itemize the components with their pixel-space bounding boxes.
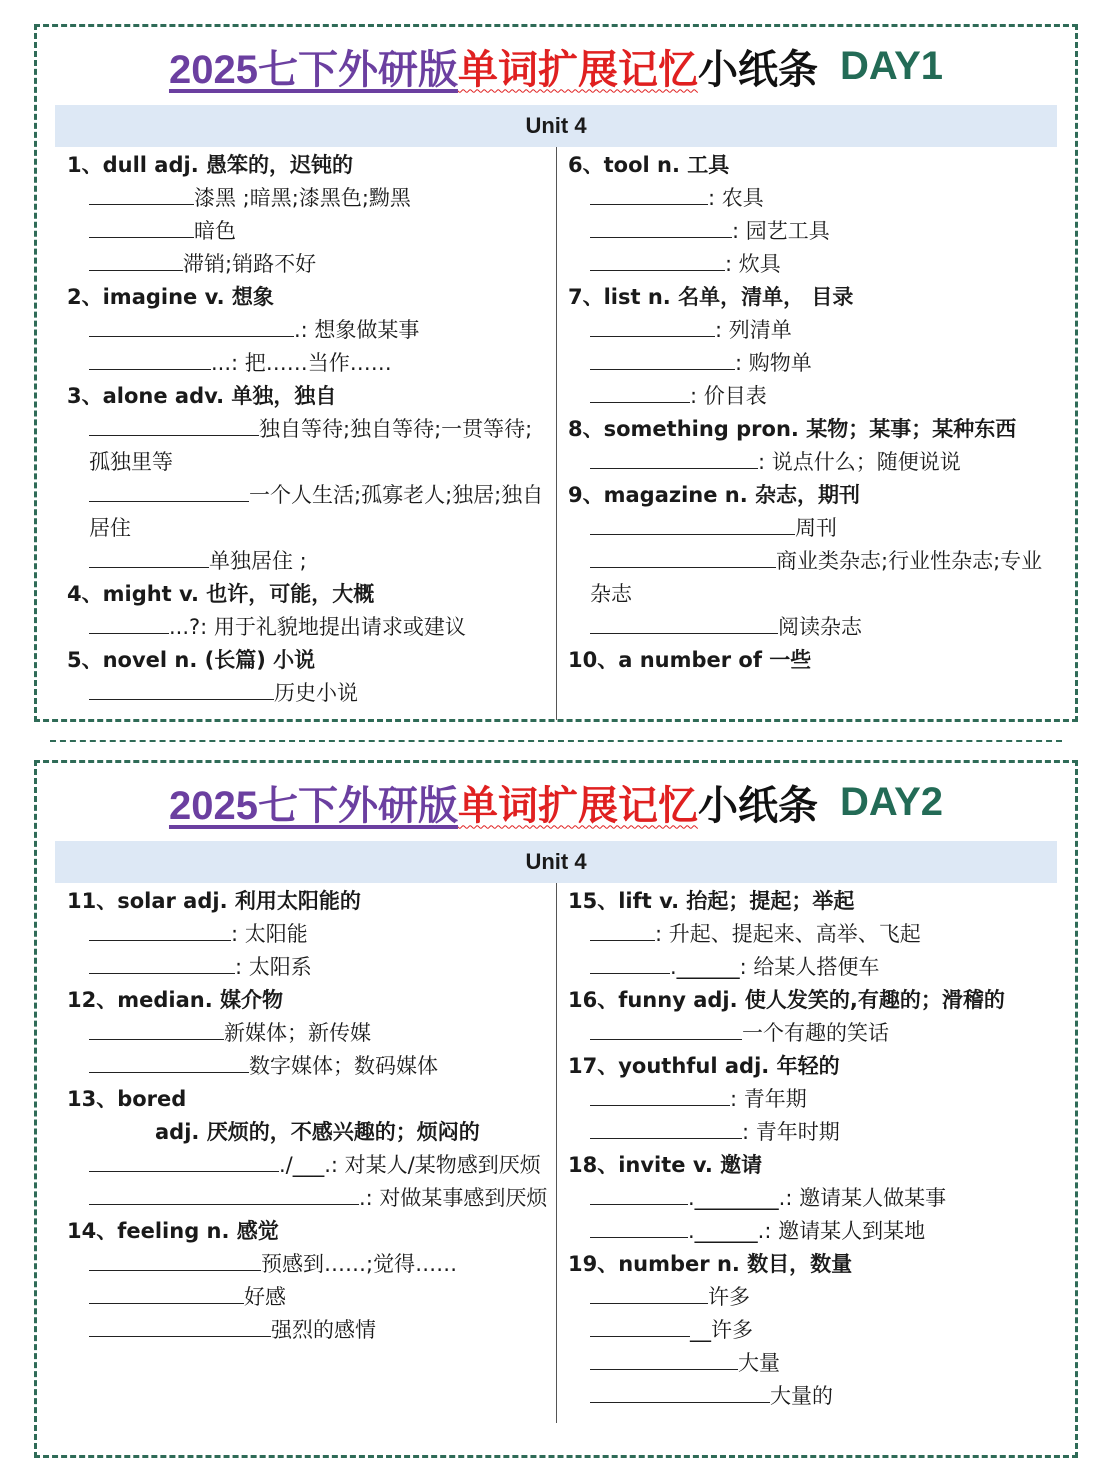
vocab-entry-head: 12、median. 媒介物 <box>67 988 283 1012</box>
vocab-fill-text: 历史小说 <box>274 681 358 705</box>
vocab-entry-head: 4、might v. 也许，可能，大概 <box>67 582 375 606</box>
vocab-fill-text: : 列清单 <box>715 318 792 342</box>
vocab-fill-line <box>568 1215 1049 1248</box>
vocab-fill-text: .________.: 邀请某人做某事 <box>688 1186 947 1210</box>
day2-left-column <box>55 883 556 1413</box>
vocab-fill-text: 数字媒体；数码媒体 <box>249 1054 438 1078</box>
vocab-fill-line <box>67 1050 548 1083</box>
day1-title-part1: 2025七下外研版 <box>168 47 458 92</box>
vocab-fill-text: 预感到……;觉得…… <box>261 1252 458 1276</box>
vocab-fill-text: : 园艺工具 <box>732 219 830 243</box>
vocab-fill-line <box>67 182 548 215</box>
day1-column-divider <box>556 147 557 720</box>
vocab-entry-head: 2、imagine v. 想象 <box>67 285 274 309</box>
vocab-fill-text: : 青年期 <box>730 1087 807 1111</box>
fill-in-blank <box>89 920 231 941</box>
vocab-fill-text: : 农具 <box>708 186 764 210</box>
card-separator <box>50 740 1062 742</box>
day1-columns <box>55 147 1057 710</box>
fill-in-blank <box>590 1217 688 1238</box>
vocab-entry-head: 13、bored <box>67 1087 187 1111</box>
vocab-entry-head: 3、alone adv. 单独，独自 <box>67 384 337 408</box>
vocab-entry-head: 18、invite v. 邀请 <box>568 1153 763 1177</box>
vocab-fill-line <box>568 1281 1049 1314</box>
vocab-fill-line <box>568 1347 1049 1380</box>
vocab-fill-line <box>568 1380 1049 1413</box>
vocab-fill-text: 滞销;销路不好 <box>183 252 317 276</box>
vocab-entry-head: 11、solar adj. 利用太阳能的 <box>67 889 361 913</box>
fill-in-blank <box>89 1151 279 1172</box>
vocab-fill-text: ...?: 用于礼貌地提出请求或建议 <box>169 615 466 639</box>
fill-in-blank <box>89 953 235 974</box>
vocab-fill-line <box>67 1314 548 1347</box>
day2-card <box>34 760 1078 1458</box>
fill-in-blank <box>590 250 725 271</box>
vocab-entry-head: 17、youthful adj. 年轻的 <box>568 1054 840 1078</box>
vocab-fill-line <box>67 314 548 347</box>
vocab-fill-text: .: 想象做某事 <box>294 318 420 342</box>
vocab-entry-head: 7、list n. 名单，清单， 目录 <box>568 285 854 309</box>
vocab-fill-line <box>67 1149 548 1182</box>
vocab-fill-line <box>568 347 1049 380</box>
vocab-fill-text: 周刊 <box>795 516 837 540</box>
vocab-fill-line <box>67 1182 548 1215</box>
day1-right-column <box>556 147 1057 710</box>
vocab-fill-text: 漆黑 ;暗黑;漆黑色;黝黑 <box>194 186 411 210</box>
vocab-fill-line <box>568 918 1049 951</box>
vocab-entry-head: 14、feeling n. 感觉 <box>67 1219 279 1243</box>
vocab-fill-text: 一个人生活;孤寡老人;独居;独自居住 <box>89 483 544 540</box>
vocab-entry-head: 8、something pron. 某物；某事；某种东西 <box>568 417 1017 441</box>
fill-in-blank <box>590 920 655 941</box>
vocab-fill-text: 许多 <box>708 1285 750 1309</box>
day2-right-column <box>556 883 1057 1413</box>
day1-left-column <box>55 147 556 710</box>
fill-in-blank <box>590 514 795 535</box>
fill-in-blank <box>89 1052 249 1073</box>
vocab-fill-text: 暗色 <box>194 219 236 243</box>
fill-in-blank <box>89 1019 224 1040</box>
fill-in-blank <box>590 217 732 238</box>
fill-in-blank <box>89 613 169 634</box>
vocab-fill-text: 新媒体；新传媒 <box>224 1021 371 1045</box>
day1-card <box>34 24 1078 722</box>
vocab-entry-head: 15、lift v. 抬起；提起；举起 <box>568 889 855 913</box>
fill-in-blank <box>89 679 274 700</box>
vocab-fill-line <box>67 347 548 380</box>
day2-column-divider <box>556 883 557 1423</box>
day2-title-day: DAY2 <box>839 779 943 824</box>
fill-in-blank <box>590 613 778 634</box>
vocab-fill-line <box>568 1017 1049 1050</box>
fill-in-blank <box>89 316 294 337</box>
vocab-fill-line <box>67 545 548 578</box>
vocab-fill-text: ...: 把……当作…… <box>211 351 392 375</box>
vocab-fill-text: : 青年时期 <box>742 1120 840 1144</box>
fill-in-blank <box>590 1019 742 1040</box>
fill-in-blank <box>590 1382 770 1403</box>
fill-in-blank <box>89 1184 359 1205</box>
vocab-fill-text: __许多 <box>690 1318 753 1342</box>
fill-in-blank <box>590 1283 708 1304</box>
fill-in-blank <box>89 250 183 271</box>
fill-in-blank <box>590 1118 742 1139</box>
vocab-fill-line <box>568 1116 1049 1149</box>
day2-title-part2: 单词扩展记忆 <box>457 783 698 828</box>
vocab-fill-line <box>568 1314 1049 1347</box>
vocab-fill-line <box>568 182 1049 215</box>
vocab-fill-line <box>67 951 548 984</box>
vocab-fill-line <box>568 248 1049 281</box>
fill-in-blank <box>590 316 715 337</box>
fill-in-blank <box>590 1184 688 1205</box>
vocab-fill-text: 一个有趣的笑话 <box>742 1021 889 1045</box>
vocab-fill-line <box>568 545 1049 611</box>
fill-in-blank <box>590 349 735 370</box>
vocab-fill-text: 好感 <box>244 1285 286 1309</box>
fill-in-blank <box>89 547 209 568</box>
vocab-fill-line <box>568 215 1049 248</box>
vocab-fill-line <box>568 1182 1049 1215</box>
day2-title-part1: 2025七下外研版 <box>168 783 458 828</box>
vocab-fill-text: : 购物单 <box>735 351 812 375</box>
vocab-fill-line <box>67 677 548 710</box>
vocab-fill-line <box>67 1248 548 1281</box>
vocab-fill-text: .______: 给某人搭便车 <box>670 955 880 979</box>
vocab-fill-text: 独自等待;独自等待;一贯等待;孤独里等 <box>89 417 533 474</box>
vocab-fill-text: : 说点什么；随便说说 <box>758 450 961 474</box>
vocab-fill-text: .______.: 邀请某人到某地 <box>688 1219 926 1243</box>
vocab-fill-text: : 升起、提起来、高举、飞起 <box>655 922 921 946</box>
fill-in-blank <box>89 217 194 238</box>
vocab-fill-text: 阅读杂志 <box>778 615 862 639</box>
vocab-fill-text: 商业类杂志;行业性杂志;专业杂志 <box>590 549 1043 606</box>
fill-in-blank <box>590 382 690 403</box>
day1-title-day: DAY1 <box>839 43 943 88</box>
vocab-entry-head: 5、novel n. (长篇) 小说 <box>67 648 316 672</box>
day2-title-part3: 小纸条 <box>697 783 818 828</box>
vocab-fill-line <box>568 314 1049 347</box>
fill-in-blank <box>590 448 758 469</box>
vocab-fill-text: .: 对做某事感到厌烦 <box>359 1186 548 1210</box>
fill-in-blank <box>590 953 670 974</box>
fill-in-blank <box>590 1316 690 1337</box>
vocab-fill-line <box>67 413 548 479</box>
vocab-fill-text: ./___.: 对某人/某物感到厌烦 <box>279 1153 541 1177</box>
vocab-fill-text: adj. 厌烦的，不感兴趣的；烦闷的 <box>155 1120 480 1144</box>
vocab-fill-text: 强烈的感情 <box>271 1318 376 1342</box>
fill-in-blank <box>89 415 259 436</box>
fill-in-blank <box>89 481 249 502</box>
day1-title-part2: 单词扩展记忆 <box>457 47 698 92</box>
vocab-fill-line <box>67 215 548 248</box>
vocab-entry-head: 10、a number of 一些 <box>568 648 812 672</box>
fill-in-blank <box>590 1085 730 1106</box>
vocab-fill-text: 单独居住 ; <box>209 549 307 573</box>
vocab-fill-text: 大量 <box>738 1351 780 1375</box>
vocab-entry-head: 16、funny adj. 使人发笑的,有趣的；滑稽的 <box>568 988 1005 1012</box>
vocab-entry-head: 9、magazine n. 杂志，期刊 <box>568 483 861 507</box>
vocab-fill-line <box>67 1281 548 1314</box>
vocab-fill-text: : 太阳系 <box>235 955 312 979</box>
fill-in-blank <box>89 1316 271 1337</box>
vocab-entry-head: 1、dull adj. 愚笨的，迟钝的 <box>67 153 353 177</box>
fill-in-blank <box>89 1283 244 1304</box>
vocab-fill-line <box>67 1116 548 1149</box>
day2-columns <box>55 883 1057 1413</box>
vocab-fill-line <box>67 611 548 644</box>
vocab-fill-line <box>568 951 1049 984</box>
fill-in-blank <box>590 184 708 205</box>
vocab-fill-line <box>67 1017 548 1050</box>
vocab-fill-text: 大量的 <box>770 1384 833 1408</box>
vocab-fill-line <box>568 380 1049 413</box>
vocab-fill-text: : 太阳能 <box>231 922 308 946</box>
vocab-fill-line <box>67 918 548 951</box>
day2-title <box>37 763 1075 841</box>
vocab-fill-line <box>568 611 1049 644</box>
fill-in-blank <box>89 1250 261 1271</box>
day1-title <box>37 27 1075 105</box>
vocab-entry-head: 19、number n. 数目，数量 <box>568 1252 853 1276</box>
day2-unit-header: Unit 4 <box>55 841 1057 883</box>
fill-in-blank <box>89 184 194 205</box>
vocab-fill-line <box>568 512 1049 545</box>
vocab-fill-text: : 价目表 <box>690 384 767 408</box>
vocab-entry-head: 6、tool n. 工具 <box>568 153 730 177</box>
fill-in-blank <box>590 547 776 568</box>
vocab-fill-line <box>568 1083 1049 1116</box>
day1-unit-header: Unit 4 <box>55 105 1057 147</box>
day1-title-part3: 小纸条 <box>697 47 818 92</box>
vocab-fill-line <box>67 479 548 545</box>
fill-in-blank <box>89 349 211 370</box>
vocab-fill-line <box>67 248 548 281</box>
fill-in-blank <box>590 1349 738 1370</box>
vocab-fill-line <box>568 446 1049 479</box>
vocab-fill-text: : 炊具 <box>725 252 781 276</box>
